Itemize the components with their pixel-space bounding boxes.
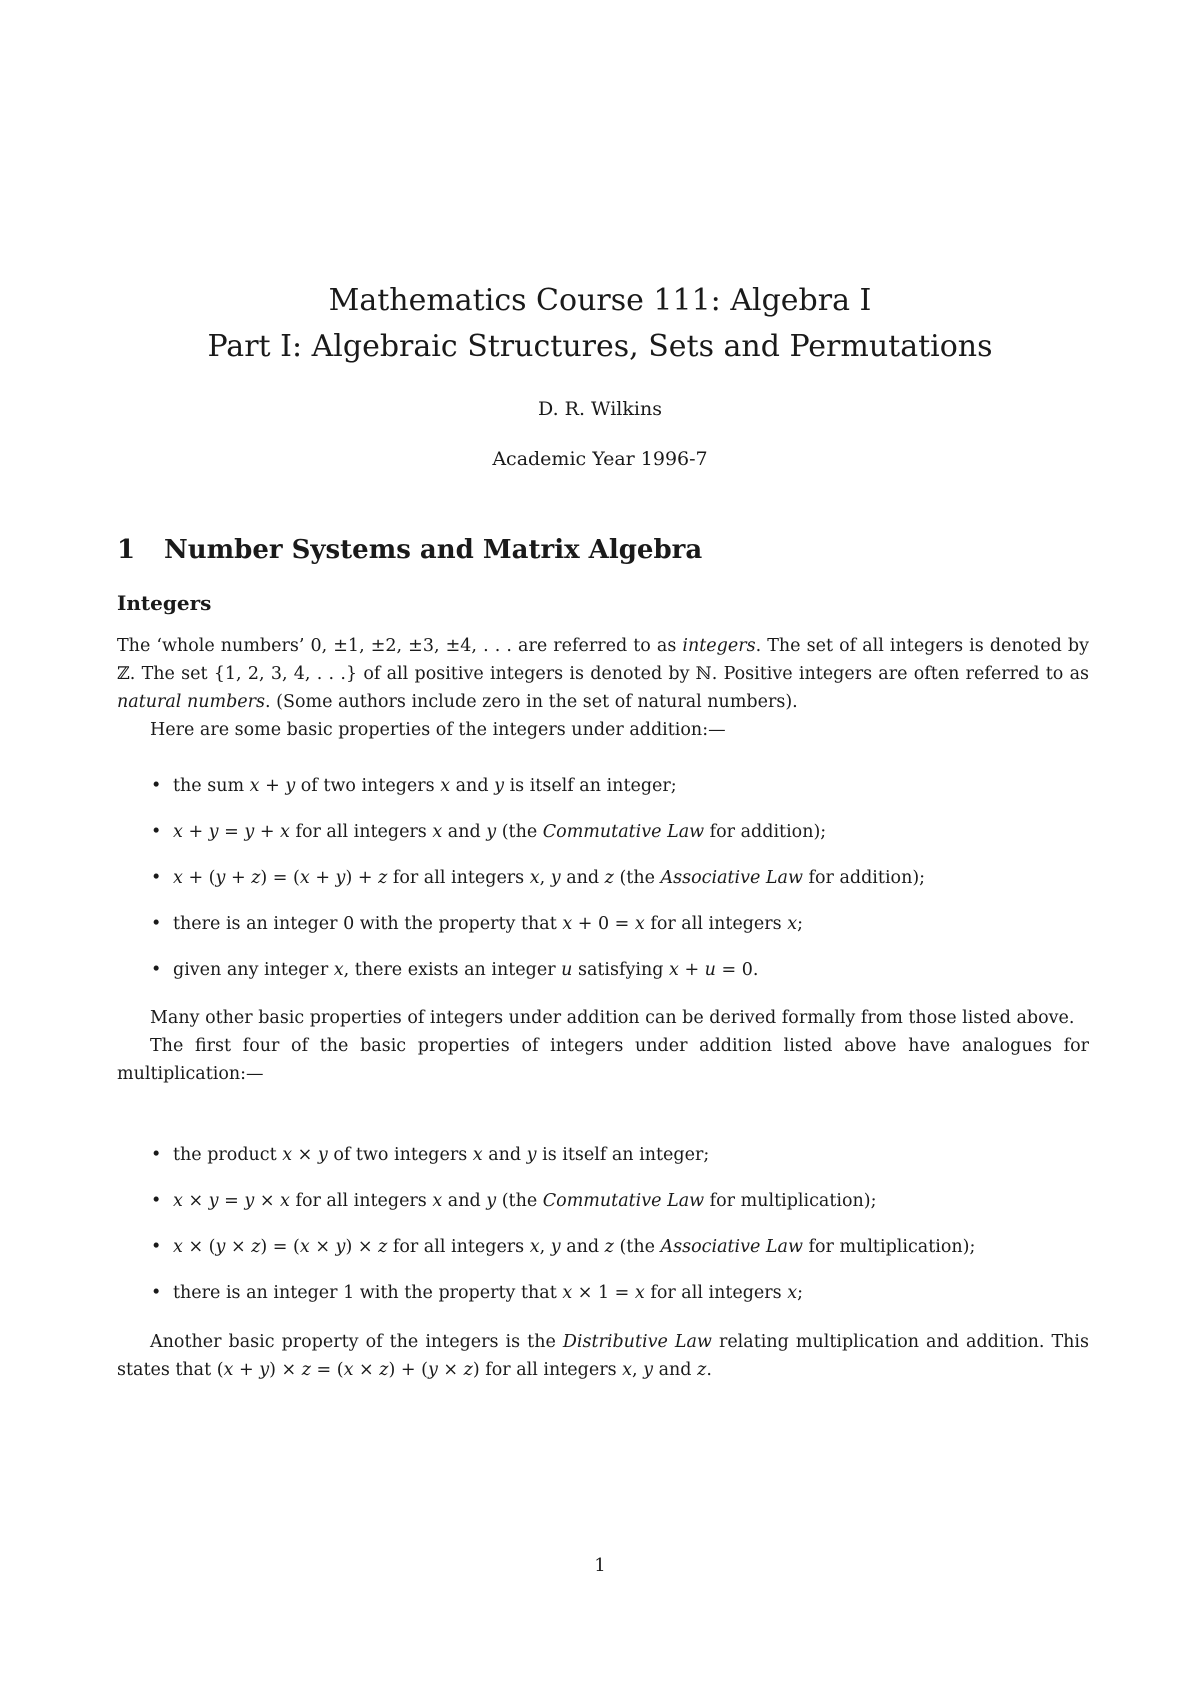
bullet-icon: • xyxy=(151,1145,162,1165)
list-item-text: x + (y + z) = (x + y) + z for all integers x, y and z (the Associative Law for addition); xyxy=(173,868,926,888)
bullet-icon: • xyxy=(151,776,162,796)
bullet-icon: • xyxy=(151,914,162,934)
paragraph-derived-properties: Many other basic properties of integers under addition can be derived formally from those listed above. xyxy=(150,1008,1075,1028)
paragraph-distributive-law: Another basic property of the integers is the Distributive Law relating multiplication and addition. This states that (x + y) × z = (x × z) + (y × z) for all integers x, y and z. xyxy=(117,1332,1090,1380)
paragraph-multiplication-intro: The first four of the basic properties of integers under addition listed above have analogues for multiplication:— xyxy=(117,1036,1089,1084)
bullet-icon: • xyxy=(151,1237,162,1257)
section-number: 1 xyxy=(117,535,136,565)
list-item-text: there is an integer 1 with the property that x × 1 = x for all integers x; xyxy=(173,1283,803,1303)
page-number: 1 xyxy=(594,1555,606,1576)
bullet-icon: • xyxy=(151,1191,162,1211)
paragraph-addition-intro: Here are some basic properties of the integers under addition:— xyxy=(150,720,726,740)
list-item xyxy=(117,1141,1089,1187)
title-line-2: Part I: Algebraic Structures, Sets and Permutations xyxy=(207,329,993,364)
list-item xyxy=(117,772,1089,818)
bullet-icon: • xyxy=(151,868,162,888)
subsection-heading: Integers xyxy=(117,591,212,615)
list-item xyxy=(117,1187,1089,1233)
section-title: Number Systems and Matrix Algebra xyxy=(164,535,703,565)
list-item-text: the sum x + y of two integers x and y is itself an integer; xyxy=(173,776,677,796)
paragraph-integers-definition: The ‘whole numbers’ 0, ±1, ±2, ±3, ±4, . . . are referred to as integers. The set of all integers is denoted by ℤ. The set {1, 2, 3, 4, . . .} of all positive integers is denoted by ℕ. Positive integers are often referred to as natural numbers. (Some authors include zero in the set of natural numbers). xyxy=(117,636,1089,712)
closing-text xyxy=(117,1328,1089,1384)
list-item xyxy=(117,956,1089,1002)
bullet-icon: • xyxy=(151,822,162,842)
title-block xyxy=(0,278,1200,370)
bullet-icon: • xyxy=(151,1283,162,1303)
date: Academic Year 1996-7 xyxy=(492,448,708,470)
list-item xyxy=(117,1279,1089,1325)
author: D. R. Wilkins xyxy=(538,398,662,420)
intro-text xyxy=(117,632,1089,744)
list-item xyxy=(117,910,1089,956)
list-item xyxy=(117,864,1089,910)
list-item-text: the product x × y of two integers x and y is itself an integer; xyxy=(173,1145,710,1165)
title-line-1: Mathematics Course 111: Algebra I xyxy=(328,283,872,318)
bullet-icon: • xyxy=(151,960,162,980)
list-item xyxy=(117,1233,1089,1279)
list-item-text: x × (y × z) = (x × y) × z for all integers x, y and z (the Associative Law for multiplication); xyxy=(173,1237,976,1257)
list-item-text: given any integer x, there exists an integer u satisfying x + u = 0. xyxy=(173,960,759,980)
addition-properties-list xyxy=(117,772,1089,1002)
middle-text xyxy=(117,1004,1089,1088)
multiplication-properties-list xyxy=(117,1141,1089,1325)
list-item-text: x + y = y + x for all integers x and y (the Commutative Law for addition); xyxy=(173,822,827,842)
list-item-text: there is an integer 0 with the property that x + 0 = x for all integers x; xyxy=(173,914,803,934)
list-item-text: x × y = y × x for all integers x and y (the Commutative Law for multiplication); xyxy=(173,1191,877,1211)
list-item xyxy=(117,818,1089,864)
section-heading xyxy=(117,535,702,565)
